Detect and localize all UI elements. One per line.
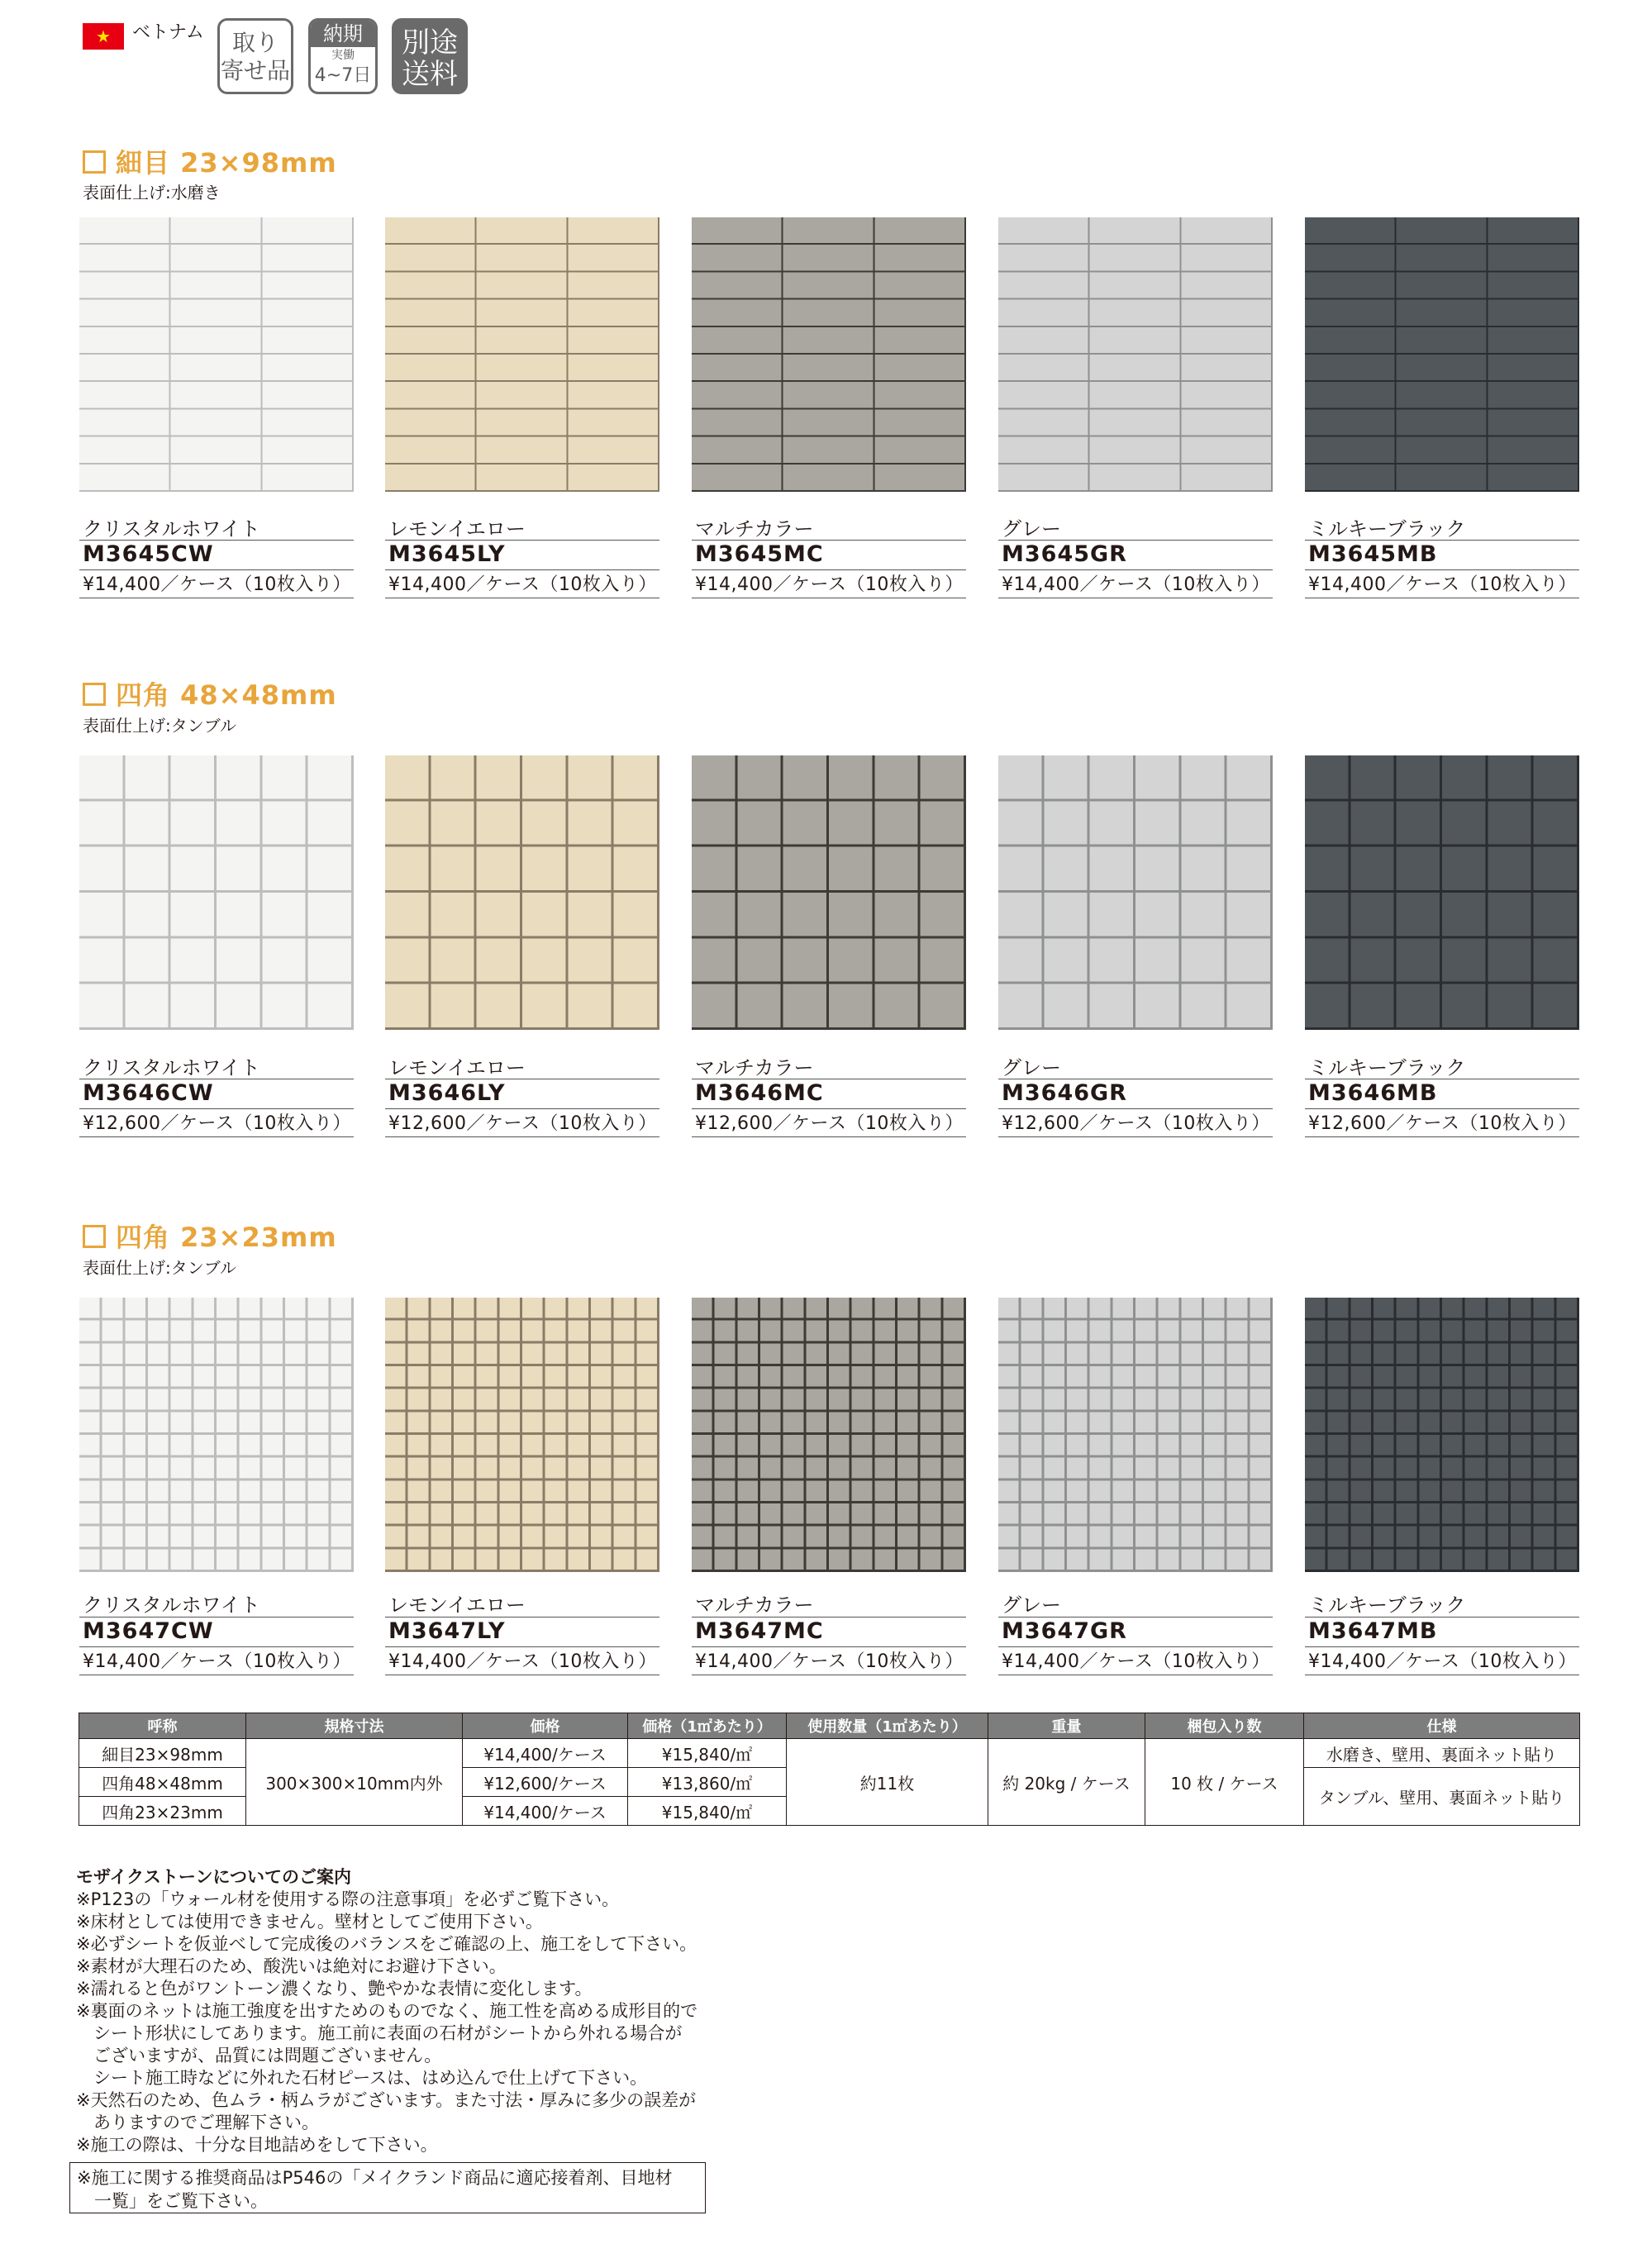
product-code: M3647MB (1308, 1618, 1438, 1644)
size-cell: 300×300×10mm内外 (246, 1739, 463, 1826)
note-line: ※必ずシートを仮並べして完成後のバランスをご確認の上、施工をして下さい。 (76, 1934, 697, 1954)
packing-cell: 10 枚 / ケース (1145, 1739, 1304, 1826)
order-badge (217, 18, 293, 94)
divider (385, 1646, 659, 1647)
header-cell: 使用数量（1㎡あたり） (787, 1713, 988, 1739)
divider (385, 1136, 659, 1137)
product-name: マルチカラー (695, 1594, 814, 1617)
divider (1305, 1136, 1579, 1137)
note-line: ありますのでご理解下さい。 (76, 2113, 319, 2132)
divider (998, 1108, 1273, 1109)
delivery-badge (308, 18, 378, 94)
product-name: グレー (1002, 1056, 1061, 1079)
section-title (83, 1217, 337, 1255)
product-price: ¥14,400／ケース（10枚入り） (1002, 574, 1270, 595)
product-name: クリスタルホワイト (83, 1594, 260, 1617)
product-code: M3646MC (695, 1080, 824, 1106)
tile-swatch (998, 1298, 1273, 1572)
tile-swatch (79, 217, 354, 492)
note-line: ※天然石のため、色ムラ・柄ムラがございます。また寸法・厚みに多少の誤差が (76, 2090, 697, 2110)
divider (692, 540, 966, 541)
product-name: クリスタルホワイト (83, 1056, 260, 1079)
header-cell: 価格 (463, 1713, 628, 1739)
product-name: レモンイエロー (388, 517, 526, 541)
product-name: グレー (1002, 517, 1061, 541)
note-line: ※素材が大理石のため、酸洗いは絶対にお避け下さい。 (76, 1956, 507, 1976)
tile-swatch (79, 755, 354, 1030)
divider (998, 1136, 1273, 1137)
divider (998, 569, 1273, 570)
divider (385, 569, 659, 570)
section-finish: 表面仕上げ:タンブル (83, 1258, 236, 1278)
tile-swatch (385, 1298, 659, 1572)
row-price-m2: ¥15,840/㎡ (628, 1797, 787, 1826)
divider (998, 540, 1273, 541)
weight-cell: 約 20kg / ケース (988, 1739, 1145, 1826)
spec-cell: 水磨き、壁用、裏面ネット貼り (1304, 1739, 1580, 1768)
section-title-text: 細目 23×98mm (116, 147, 337, 179)
section-finish: 表面仕上げ:タンブル (83, 716, 236, 736)
section-title (83, 142, 337, 180)
product-name: マルチカラー (695, 517, 814, 541)
header-cell: 価格（1㎡あたり） (628, 1713, 787, 1739)
product-code: M3646LY (388, 1080, 506, 1106)
product-code: M3647GR (1002, 1618, 1127, 1644)
tile-swatch (79, 1298, 354, 1572)
divider (692, 569, 966, 570)
divider (79, 1108, 354, 1109)
product-price: ¥12,600／ケース（10枚入り） (388, 1113, 657, 1134)
divider (385, 1108, 659, 1109)
note-line: ございますが、品質には問題ございません。 (76, 2046, 442, 2065)
divider (692, 1136, 966, 1137)
divider (385, 540, 659, 541)
square-icon (83, 683, 106, 706)
product-price: ¥12,600／ケース（10枚入り） (83, 1113, 351, 1134)
divider (1305, 1646, 1579, 1647)
product-name: グレー (1002, 1594, 1061, 1617)
tile-swatch (385, 217, 659, 492)
divider (1305, 540, 1579, 541)
product-code: M3647CW (83, 1618, 214, 1644)
divider (692, 1646, 966, 1647)
tile-swatch (692, 755, 966, 1030)
product-code: M3645MC (695, 541, 824, 567)
product-price: ¥14,400／ケース（10枚入り） (695, 574, 964, 595)
section-title-text: 四角 48×48mm (116, 679, 337, 711)
note-line: ※施工の際は、十分な目地詰めをして下さい。 (76, 2135, 438, 2155)
shipping-badge-text: 別途 送料 (402, 26, 458, 91)
section-title (83, 674, 337, 712)
divider (1305, 1108, 1579, 1109)
divider (998, 1646, 1273, 1647)
header-cell: 規格寸法 (246, 1713, 463, 1739)
note-line: ※P123の「ウォール材を使用する際の注意事項」を必ずご覧下さい。 (76, 1889, 620, 1909)
square-icon (83, 150, 106, 174)
product-price: ¥14,400／ケース（10枚入り） (388, 574, 657, 595)
product-price: ¥12,600／ケース（10枚入り） (1002, 1113, 1270, 1134)
product-code: M3647MC (695, 1618, 824, 1644)
product-name: マルチカラー (695, 1056, 814, 1079)
row-name: 四角48×48mm (79, 1768, 246, 1797)
header-cell: 呼称 (79, 1713, 246, 1739)
product-name: ミルキーブラック (1308, 1594, 1466, 1617)
row-price-m2: ¥13,860/㎡ (628, 1768, 787, 1797)
divider (1305, 569, 1579, 570)
note-line: シート施工時などに外れた石材ピースは、はめ込んで仕上げて下さい。 (76, 2068, 648, 2088)
tile-swatch (1305, 217, 1579, 492)
note-line: ※濡れると色がワントーン濃くなり、艶やかな表情に変化します。 (76, 1979, 593, 1999)
note-line: ※床材としては使用できません。壁材としてご使用下さい。 (76, 1912, 543, 1932)
divider (79, 1646, 354, 1647)
divider (79, 540, 354, 541)
header-cell: 梱包入り数 (1145, 1713, 1304, 1739)
product-name: ミルキーブラック (1308, 517, 1466, 541)
row-name: 四角23×23mm (79, 1797, 246, 1826)
product-price: ¥14,400／ケース（10枚入り） (388, 1651, 657, 1672)
product-price: ¥14,400／ケース（10枚入り） (1308, 574, 1577, 595)
product-code: M3645MB (1308, 541, 1438, 567)
divider (79, 1136, 354, 1137)
notes-title: モザイクストーンについてのご案内 (76, 1867, 352, 1887)
header-cell: 重量 (988, 1713, 1145, 1739)
row-price: ¥14,400/ケース (463, 1797, 628, 1826)
product-price: ¥14,400／ケース（10枚入り） (83, 1651, 351, 1672)
section-finish: 表面仕上げ:水磨き (83, 183, 221, 202)
country-label: ベトナム (132, 22, 204, 43)
order-badge-text: 取り 寄せ品 (220, 29, 290, 84)
row-price: ¥14,400/ケース (463, 1739, 628, 1768)
tile-swatch (998, 755, 1273, 1030)
product-price: ¥12,600／ケース（10枚入り） (1308, 1113, 1577, 1134)
product-name: レモンイエロー (388, 1056, 526, 1079)
notes (76, 1866, 697, 2156)
boxed-note-line: ※施工に関する推奨商品はP546の「メイクランド商品に適応接着剤、目地材 (77, 2168, 673, 2188)
table-row (79, 1739, 1580, 1768)
product-price: ¥14,400／ケース（10枚入り） (695, 1651, 964, 1672)
tile-swatch (1305, 1298, 1579, 1572)
note-line: シート形状にしてあります。施工前に表面の石材がシートから外れる場合が (76, 2023, 683, 2043)
product-code: M3646GR (1002, 1080, 1127, 1106)
tile-swatch (692, 217, 966, 492)
spec-table-header (79, 1713, 1580, 1739)
product-price: ¥12,600／ケース（10枚入り） (695, 1113, 964, 1134)
shipping-badge (392, 18, 468, 94)
product-code: M3646CW (83, 1080, 214, 1106)
product-code: M3646MB (1308, 1080, 1438, 1106)
delivery-badge-head: 納期 (311, 21, 375, 47)
spec-cell: タンブル、壁用、裏面ネット貼り (1304, 1768, 1580, 1826)
row-name: 細目23×98mm (79, 1739, 246, 1768)
tile-swatch (1305, 755, 1579, 1030)
header-cell: 仕様 (1304, 1713, 1580, 1739)
usage-cell: 約11枚 (787, 1739, 988, 1826)
divider (79, 569, 354, 570)
tile-swatch (998, 217, 1273, 492)
boxed-note (69, 2162, 706, 2213)
star-icon: ★ (96, 26, 111, 46)
row-price-m2: ¥15,840/㎡ (628, 1739, 787, 1768)
product-code: M3645LY (388, 541, 506, 567)
product-name: クリスタルホワイト (83, 517, 260, 541)
spec-table (79, 1713, 1580, 1826)
product-code: M3647LY (388, 1618, 506, 1644)
product-price: ¥14,400／ケース（10枚入り） (1002, 1651, 1270, 1672)
boxed-note-line: 一覧」をご覧下さい。 (77, 2191, 268, 2211)
product-code: M3645GR (1002, 541, 1127, 567)
tile-swatch (385, 755, 659, 1030)
square-icon (83, 1225, 106, 1248)
product-price: ¥14,400／ケース（10枚入り） (1308, 1651, 1577, 1672)
product-name: ミルキーブラック (1308, 1056, 1466, 1079)
row-price: ¥12,600/ケース (463, 1768, 628, 1797)
product-price: ¥14,400／ケース（10枚入り） (83, 574, 351, 595)
section-title-text: 四角 23×23mm (116, 1222, 337, 1253)
delivery-badge-sub: 実働 (331, 49, 355, 62)
tile-swatch (692, 1298, 966, 1572)
product-name: レモンイエロー (388, 1594, 526, 1617)
product-code: M3645CW (83, 541, 214, 567)
delivery-badge-value: 4~7日 (314, 65, 372, 86)
note-line: ※裏面のネットは施工強度を出すためのものでなく、施工性を高める成形目的で (76, 2001, 698, 2021)
divider (692, 1108, 966, 1109)
